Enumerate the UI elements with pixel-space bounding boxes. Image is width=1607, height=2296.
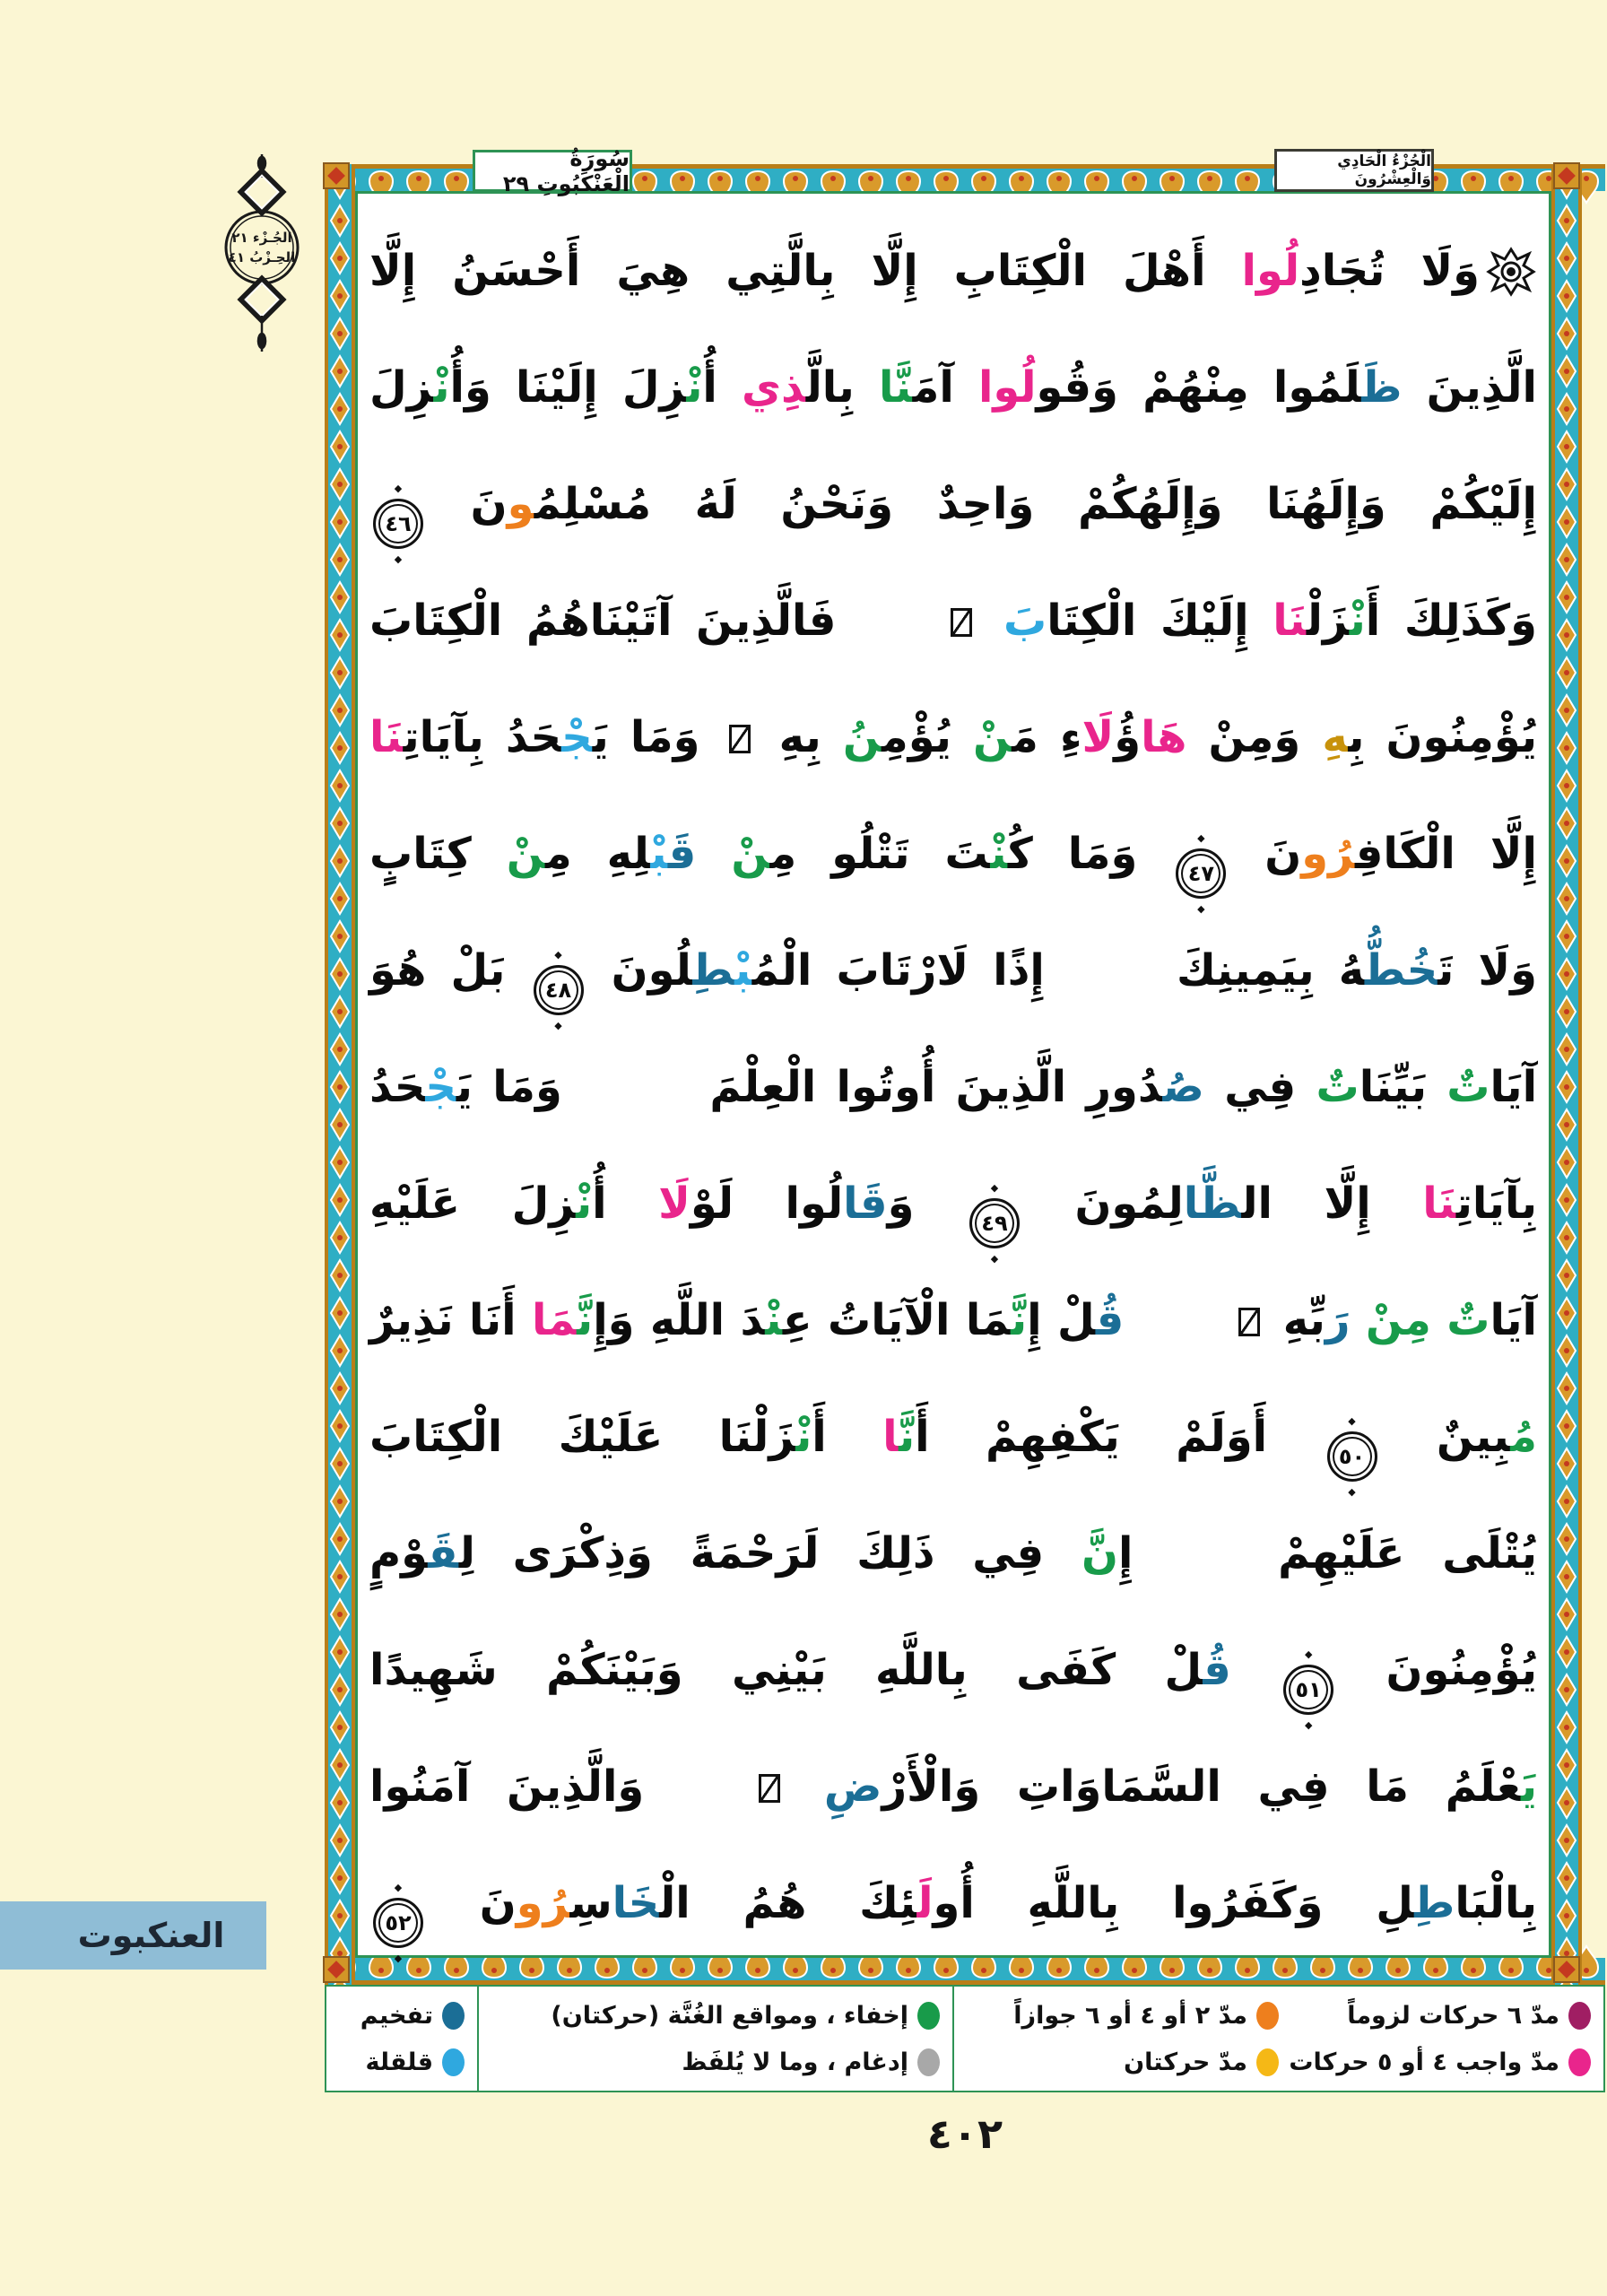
hizb-rosette-icon xyxy=(1485,226,1537,278)
quran-word: أَ xyxy=(812,1412,883,1462)
quran-line xyxy=(369,1379,1537,1496)
quran-word: نَ xyxy=(427,1878,517,1928)
ayah-number-marker: ◆ ٤٦ ◆ xyxy=(373,499,423,549)
quran-word: خُ xyxy=(1406,945,1438,996)
quran-word: حَدُ xyxy=(369,1062,426,1112)
quran-word: بَ xyxy=(1003,596,1047,646)
quran-word: فِي xyxy=(1203,1062,1316,1112)
quran-word: لِمُونَ xyxy=(1022,1178,1184,1229)
quran-word: بِهِ xyxy=(757,712,843,762)
quran-word: آمَ xyxy=(912,362,978,413)
quran-line xyxy=(369,913,1537,1030)
quran-word: زَلْ xyxy=(1306,596,1350,646)
quran-word: دُورِ الَّذِينَ أُوتُوا الْعِلْمَ xyxy=(690,1062,1163,1112)
quran-word: وَ xyxy=(887,1178,966,1229)
quran-word xyxy=(696,829,731,879)
quran-word: حَدُ بِآيَاتِ xyxy=(403,712,562,762)
quran-word: رُو xyxy=(516,1878,570,1928)
quran-word: ظَّا xyxy=(1183,1178,1242,1229)
legend-color-dot-icon xyxy=(442,2048,465,2076)
quran-word: نَّا xyxy=(879,362,913,413)
quran-text-block xyxy=(369,213,1537,1962)
quran-word: إِلَّا الْكَافِ xyxy=(1354,829,1537,879)
quran-line xyxy=(369,563,1537,680)
quran-word: لَا xyxy=(1081,712,1115,762)
legend-label: مدّ ٦ حركات لزوماً xyxy=(1347,2001,1559,2030)
quran-word: طِ xyxy=(1414,1878,1455,1928)
quran-word: ئِكَ هُمُ الْ xyxy=(659,1878,917,1928)
quran-word: يُؤْمِ xyxy=(882,712,973,762)
quran-word: طِ xyxy=(692,945,735,996)
legend-color-dot-icon xyxy=(1256,2002,1279,2030)
medallion-hizb-label: الحِـزْبُ ٤١ xyxy=(228,249,296,265)
quran-word: ا xyxy=(882,1412,899,1462)
quran-word: طُّ xyxy=(1364,945,1407,996)
quran-word xyxy=(1351,1295,1366,1345)
quran-word: جْ xyxy=(425,1062,456,1112)
quran-word: تَ تَتْلُو مِ xyxy=(769,829,991,879)
quran-word: بِالْبَا xyxy=(1455,1878,1538,1928)
quran-word: جْ xyxy=(561,712,593,762)
waqf-square-icon xyxy=(1238,1308,1260,1336)
quran-word: تٌ xyxy=(1446,1062,1490,1112)
quran-word: نْ xyxy=(506,829,545,879)
quran-word: زِلَ xyxy=(369,362,434,413)
quran-word: مِنْ xyxy=(1365,1295,1431,1345)
quran-line xyxy=(369,447,1537,563)
quran-word: أَهْلَ الْكِتَابِ إِلَّا بِالَّتِي هِيَ أَحْسَنُ إِلَّا xyxy=(369,246,1242,296)
ayah-number-marker: ◆ ٤٩ ◆ xyxy=(969,1198,1020,1248)
quran-word: هِ xyxy=(1322,712,1349,762)
quran-word: الَّذِينَ xyxy=(1402,362,1538,413)
quran-word: نْ xyxy=(686,362,703,413)
quran-word: تٌ xyxy=(1446,1295,1490,1345)
quran-word: مَا الْآيَاتُ عِ xyxy=(782,1295,1012,1345)
quran-line xyxy=(369,1146,1537,1263)
surah-side-tab-label: العنكبوت xyxy=(77,1916,225,1955)
quran-word: لَ xyxy=(916,1878,934,1928)
quran-word: لْ كَفَى بِاللَّهِ بَيْنِي وَبَيْنَكُمْ شَهِيدًا xyxy=(369,1645,1203,1695)
waqf-square-icon xyxy=(951,608,972,637)
quran-word: نَّ xyxy=(1011,1295,1028,1345)
quran-word: ذِي xyxy=(742,362,806,413)
quran-word: وَمِنْ xyxy=(1186,712,1323,762)
quran-word: نَا xyxy=(369,712,404,762)
quran-word: نَ xyxy=(427,479,508,529)
legend-label: إدغام ، وما لا يُلفَظ xyxy=(682,2048,908,2076)
quran-word: ءِ مَ xyxy=(1012,712,1082,762)
legend-label: مدّ واجب ٤ أو ٥ حركات xyxy=(1289,2048,1559,2076)
ayah-number-marker: ◆ ٤٨ ◆ xyxy=(534,965,584,1015)
legend-item xyxy=(1279,2048,1591,2076)
legend-column-tafkheem xyxy=(328,1987,477,2091)
quran-word: نَّ xyxy=(899,1412,916,1462)
legend-item xyxy=(1279,2002,1591,2030)
ayah-number-marker: ◆ ٥٢ ◆ xyxy=(373,1898,423,1948)
waqf-square-icon xyxy=(729,725,751,753)
legend-label: إخفاء ، ومواقع الغُنَّة (حركتان) xyxy=(551,2001,908,2030)
quran-word: وَلَا تُجَادِ xyxy=(1299,246,1481,296)
quran-word: نْ xyxy=(731,829,770,879)
quran-word: يُؤْمِنُونَ بِ xyxy=(1348,712,1538,762)
quran-word: نْ xyxy=(433,362,450,413)
quran-word: يَ xyxy=(1520,1761,1537,1812)
juz-hizb-medallion xyxy=(221,152,303,354)
quran-word: آيَا xyxy=(1490,1295,1537,1345)
quran-word: زِلَ إِلَيْنَا وَأُ xyxy=(449,362,687,413)
quran-word: يُتْلَى عَلَيْهِمْ xyxy=(1240,1528,1537,1578)
legend-color-dot-icon xyxy=(917,2048,940,2076)
quran-word: زِلَ عَلَيْهِ xyxy=(369,1178,577,1229)
quran-word: أُ xyxy=(702,362,743,413)
frame-border-left xyxy=(325,164,355,1985)
quran-word: فِي ذَلِكَ لَرَحْمَةً وَذِكْرَى لِ xyxy=(458,1528,1081,1578)
quran-word: زَلْنَا عَلَيْكَ الْكِتَابَ xyxy=(369,1412,796,1462)
quran-word: ضِ xyxy=(823,1761,882,1812)
quran-word: بِآيَاتِ xyxy=(1455,1178,1537,1229)
frame-corner-ornament xyxy=(1553,1956,1580,1983)
frame-border-right xyxy=(1551,164,1582,1985)
quran-word: سِ xyxy=(569,1878,612,1928)
quran-word: إِلَيْكُمْ وَإِلَهُنَا وَإِلَهُكُمْ وَاحِدٌ وَنَحْنُ لَهُ مُسْلِمُ xyxy=(534,479,1537,529)
frame-corner-ornament xyxy=(323,162,350,189)
tajweed-legend xyxy=(325,1985,1605,2092)
quran-line xyxy=(369,680,1537,796)
surah-side-tab[interactable] xyxy=(0,1901,266,1970)
quran-word: وَلَا تَ xyxy=(1438,945,1538,996)
ayah-number-marker: ◆ ٥١ ◆ xyxy=(1283,1665,1333,1715)
quran-word: لُوا xyxy=(1241,246,1300,296)
quran-line xyxy=(369,330,1537,447)
quran-word: نْ xyxy=(972,712,1012,762)
quran-word: وْمٍ xyxy=(369,1528,429,1578)
quran-line xyxy=(369,1030,1537,1146)
quran-word: لُوا xyxy=(977,362,1037,413)
quran-word: دَ اللَّهِ وَإِ xyxy=(593,1295,766,1345)
quran-word: قُ xyxy=(1203,1645,1231,1695)
ayah-number-marker: ◆ ٥٠ ◆ xyxy=(1327,1431,1377,1482)
quran-word: لِهِ مِ xyxy=(544,829,651,879)
quran-word: بْ xyxy=(650,829,668,879)
waqf-square-icon xyxy=(759,1774,780,1803)
surah-title-label: سُورَةُ الْعَنْكَبُوتِ ٢٩ xyxy=(502,145,630,196)
legend-label: مدّ ٢ أو ٤ أو ٦ جوازاً xyxy=(1013,2001,1247,2030)
quran-word: عْلَمُ مَا فِي السَّمَاوَاتِ وَالْأَرْ xyxy=(882,1761,1521,1812)
quran-word: ؤُ xyxy=(1114,712,1142,762)
quran-word: نْ xyxy=(795,1412,812,1462)
quran-line xyxy=(369,213,1537,330)
quran-word: لِ وَكَفَرُوا بِاللَّهِ أُو xyxy=(933,1878,1415,1928)
quran-word: إِلَيْكَ الْكِتَا xyxy=(1047,596,1273,646)
quran-word: نْ xyxy=(1349,596,1366,646)
quran-word: وَالَّذِينَ آمَنُوا xyxy=(369,1761,645,1812)
frame-corner-ornament xyxy=(323,1956,350,1983)
quran-word xyxy=(787,1761,824,1812)
legend-column-ghunna xyxy=(477,1987,952,2091)
quran-word: بِّهِ xyxy=(1267,1295,1325,1345)
quran-line xyxy=(369,1846,1537,1962)
quran-word: نَ xyxy=(1229,829,1302,879)
quran-word: بِالَّ xyxy=(805,362,879,413)
legend-column-madd xyxy=(952,1987,1603,2091)
quran-word: رُو xyxy=(1301,829,1355,879)
quran-word: نَّ xyxy=(1081,1528,1118,1578)
medallion-juz-label: الجُـزْء ٢١ xyxy=(231,230,292,246)
quran-line xyxy=(369,1496,1537,1613)
quran-word: ظَ xyxy=(1361,362,1403,413)
quran-word xyxy=(1231,1645,1280,1695)
quran-word: قَ xyxy=(667,829,697,879)
quran-word: بَلْ هُوَ xyxy=(369,945,530,996)
legend-color-dot-icon xyxy=(442,2002,465,2030)
quran-word: كِتَابٍ xyxy=(369,829,507,879)
quran-word xyxy=(1431,1295,1446,1345)
legend-item xyxy=(341,2048,465,2076)
quran-word: قُ xyxy=(1095,1295,1125,1345)
legend-color-dot-icon xyxy=(1568,2048,1591,2076)
quran-word: وَكَذَلِكَ أَ xyxy=(1365,596,1538,646)
quran-word: صُ xyxy=(1162,1062,1204,1112)
quran-word: لُوا لَوْ xyxy=(690,1178,844,1229)
legend-item xyxy=(341,2002,465,2030)
quran-word: إِلَّا ال xyxy=(1241,1178,1423,1229)
quran-line xyxy=(369,1729,1537,1846)
legend-item xyxy=(491,2002,940,2030)
quran-word: نَا xyxy=(1422,1178,1456,1229)
quran-word: قَ xyxy=(428,1528,459,1578)
quran-word: لَمُوا مِنْهُمْ وَقُو xyxy=(1036,362,1362,413)
quran-word: مُ xyxy=(1510,1412,1537,1462)
quran-word: هُ بِيَمِينِكَ xyxy=(1151,945,1365,996)
quran-word: و xyxy=(507,479,534,529)
quran-word: أَنَا نَذِيرٌ xyxy=(369,1295,532,1345)
quran-word: رَ xyxy=(1325,1295,1351,1345)
quran-word: بَيِّنَا xyxy=(1359,1062,1447,1112)
quran-line xyxy=(369,1263,1537,1379)
quran-word: مَا xyxy=(531,1295,578,1345)
quran-word: نْ xyxy=(576,1178,593,1229)
quran-word: تٌ xyxy=(1316,1062,1359,1112)
quran-word: وَمَا كُ xyxy=(1007,829,1173,879)
quran-word: لْ إِ xyxy=(1027,1295,1096,1345)
frame-corner-ornament xyxy=(1553,162,1580,189)
quran-word: نْ xyxy=(990,829,1008,879)
quran-word: قَا xyxy=(843,1178,888,1229)
quran-word: إِ xyxy=(1117,1528,1134,1578)
quran-word: وَمَا يَ xyxy=(592,712,722,762)
quran-word: بْ xyxy=(734,945,752,996)
legend-item xyxy=(967,2002,1279,2030)
page-number: ٤٠٢ xyxy=(926,2109,1003,2158)
quran-word: نَّ xyxy=(577,1295,594,1345)
legend-color-dot-icon xyxy=(1568,2002,1591,2030)
surah-title-tab xyxy=(473,145,632,196)
legend-item xyxy=(491,2048,940,2076)
quran-word: أَوَلَمْ يَكْفِهِمْ أَ xyxy=(915,1412,1324,1462)
quran-word: آيَا xyxy=(1490,1062,1538,1112)
legend-item xyxy=(967,2048,1279,2076)
quran-word: نُ xyxy=(842,712,882,762)
legend-color-dot-icon xyxy=(1256,2048,1279,2076)
quran-word: فَالَّذِينَ آتَيْنَاهُمُ الْكِتَابَ xyxy=(369,596,837,646)
quran-word: لَا xyxy=(658,1178,691,1229)
quran-word xyxy=(979,596,1003,646)
juz-title-tab xyxy=(1274,149,1434,192)
ayah-number-marker: ◆ ٤٧ ◆ xyxy=(1176,848,1226,899)
quran-word: خَا xyxy=(612,1878,660,1928)
quran-word: يُؤْمِنُونَ xyxy=(1337,1645,1538,1695)
quran-word: نَا xyxy=(1273,596,1307,646)
quran-word: إِذًا لَارْتَابَ الْمُ xyxy=(751,945,1045,996)
legend-label: قلقلة xyxy=(365,2048,433,2076)
juz-title-label: الْجُزْءُ الْحَادِي وَالْعِشْرُونَ xyxy=(1337,152,1431,188)
quran-word: وَمَا يَ xyxy=(456,1062,583,1112)
quran-word: نْ xyxy=(765,1295,783,1345)
quran-word: هَا xyxy=(1141,712,1187,762)
quran-line xyxy=(369,1613,1537,1729)
legend-color-dot-icon xyxy=(917,2002,940,2030)
legend-label: تفخيم xyxy=(360,2001,433,2030)
quran-word: أُ xyxy=(592,1178,659,1229)
quran-word: بِينٌ xyxy=(1380,1412,1511,1462)
quran-line xyxy=(369,796,1537,913)
legend-label: مدّ حركتان xyxy=(1124,2048,1247,2076)
quran-word: لُونَ xyxy=(586,945,693,996)
